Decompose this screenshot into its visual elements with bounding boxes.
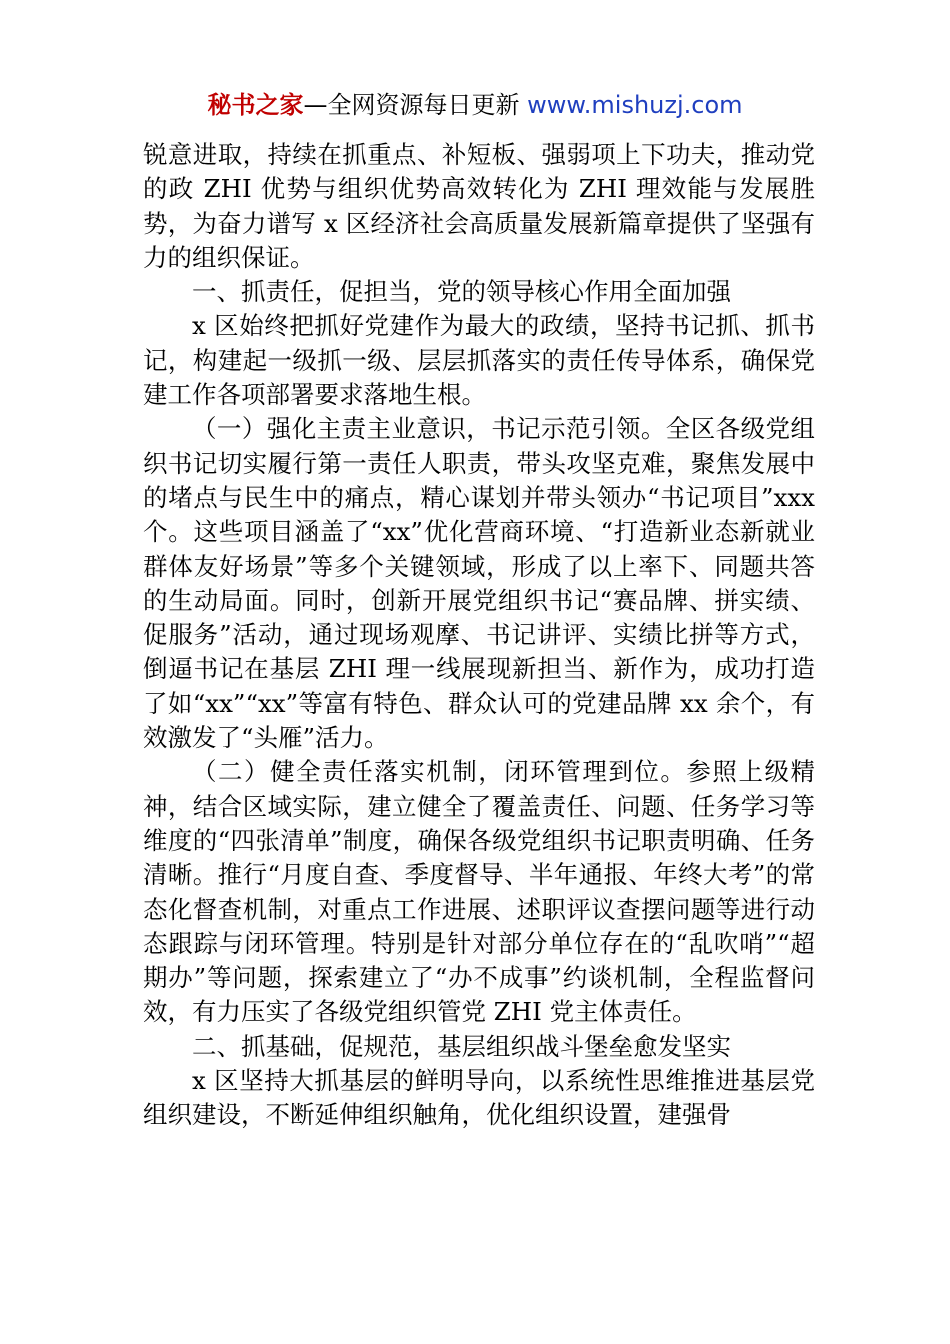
paragraph: （二）健全责任落实机制，闭环管理到位。参照上级精神，结合区域实际，建立健全了覆盖责任、问题、任务学习等维度的“四张清单”制度，确保各级党组织书记职责明确、任务清晰。推行“月度自查、季度督导、半年通报、年终大考”的常态化督查机制，对重点工作进展、述职评议查摆问题等进行动态跟踪与闭环管理。特别是针对部分单位存在的“乱吹哨”“超期办”等问题，探索建立了“办不成事”约谈机制，全程监督问效，有力压实了各级党组织管党 ZHI 党主体责任。: [143, 757, 815, 1027]
section-heading-1: 一、抓责任，促担当，党的领导核心作用全面加强: [192, 277, 731, 307]
paragraph-continuation: 锐意进取，持续在抓重点、补短板、强弱项上下功夫，推动党的政 ZHI 优势与组织优势高效转化为 ZHI 理效能与发展胜势，为奋力谱写 x 区经济社会高质量发展新篇章提供了坚强有力的组织保证。: [143, 140, 815, 272]
section-heading-2: 二、抓基础，促规范，基层组织战斗堡垒愈发坚实: [192, 1031, 731, 1061]
site-header: [0, 88, 950, 122]
paragraph: （一）强化主责主业意识，书记示范引领。全区各级党组织书记切实履行第一责任人职责，带头攻坚克难，聚焦发展中的堵点与民生中的痛点，精心谋划并带头领办“书记项目”xxx 个。这些项目涵盖了“xx”优化营商环境、“打造新业态新就业群体友好场景”等多个关键领域，形成了以上率下、同题共答的生动局面。同时，创新开展党组织书记“赛品牌、拼实绩、促服务”活动，通过现场观摩、书记讲评、实绩比拼等方式，倒逼书记在基层 ZHI 理一线展现新担当、新作为，成功打造了如“xx”“xx”等富有特色、群众认可的党建品牌 xx 余个，有效激发了“头雁”活力。: [143, 414, 815, 753]
brand-name: 秘书之家: [207, 91, 304, 119]
header-slogan: —全网资源每日更新: [303, 91, 528, 119]
paragraph: x 区坚持大抓基层的鲜明导向，以系统性思维推进基层党组织建设，不断延伸组织触角，优化组织设置，建强骨: [143, 1066, 815, 1130]
site-url-link[interactable]: www.mishuzj.com: [527, 91, 743, 119]
paragraph: x 区始终把抓好党建作为最大的政绩，坚持书记抓、抓书记，构建起一级抓一级、层层抓落实的责任传导体系，确保党建工作各项部署要求落地生根。: [143, 311, 815, 410]
document-body: [143, 138, 815, 1133]
